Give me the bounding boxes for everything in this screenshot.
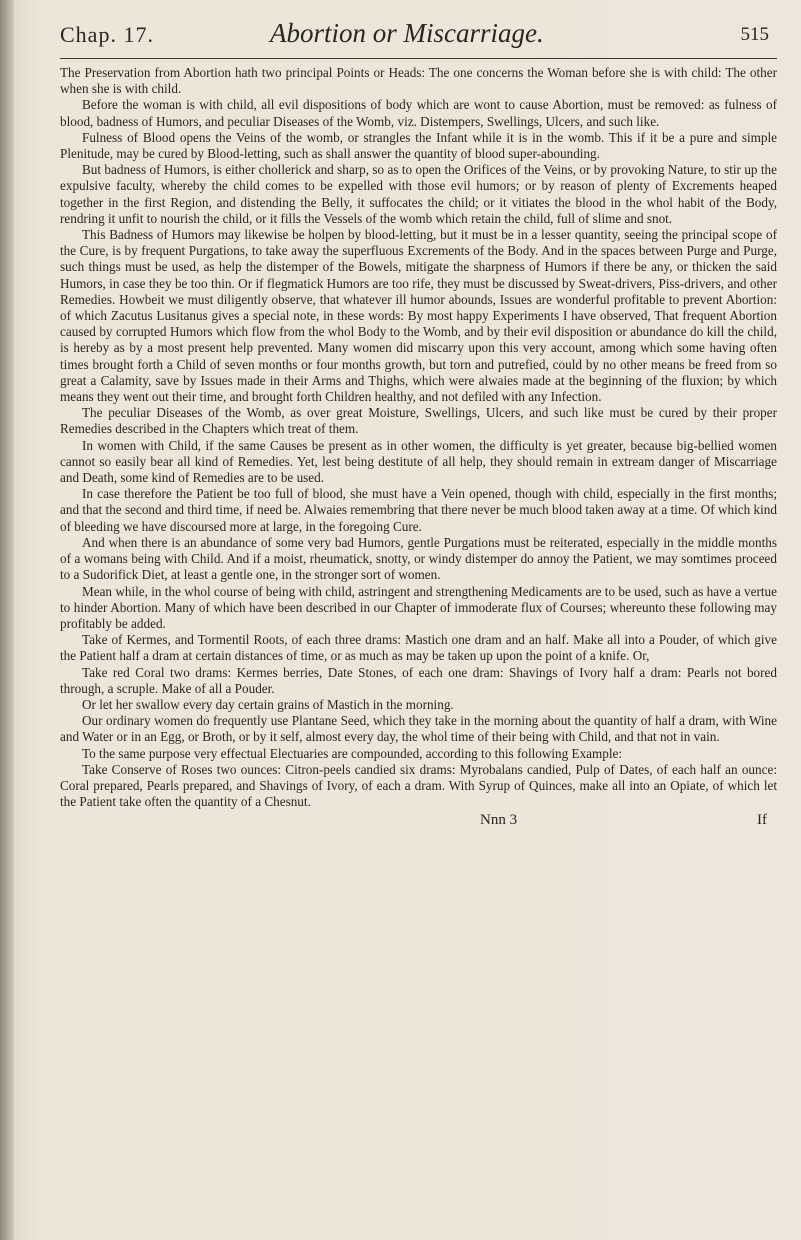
paragraph: Before the woman is with child, all evil dispositions of body which are wont to cause Abortion, must be removed: as fulness of blood, badness of Humors, and peculiar Diseases of the Womb, viz. Distempers, Swellings, Ulcers, and such like. [60, 97, 777, 129]
running-title: Abortion or Miscarriage. [270, 18, 544, 48]
paragraph: This Badness of Humors may likewise be holpen by blood-letting, but it must be in a lesser quantity, seeing the principal scope of the Cure, is by frequent Purgations, to take away the superfluous Excrements of the Body. And in the spaces between Purge and Purge, such things must be used, as help the distemper of the Bowels, mitigate the sharpness of Humors if there be any, or thicken the said Humors, in case they be too thin. Or if flegmatick Humors are too rife, they must be discussed by Sweat-drivers, Piss-drivers, and other Remedies. Howbeit we must diligently observe, that whatever ill humor abounds, Issues are wonderful profitable to prevent Abortion: of which Zacutus Lusitanus gives a special note, in these words: By most happy Experiments I have observed, That frequent Abortion caused by corrupted Humors which flow from the whol Body to the Womb, and by their evil disposition or abundance do kill the child, is hereby as by a most present help prevented. Many women did miscarry upon this very account, among which some having often times brought forth a Child of seven months or four months growth, but torn and putrefied, could by no other means be freed from so great a Calamity, save by Issues made in their Arms and Thighs, which were alwaies made at the beginning of the fluxion; by which means they went out their time, and brought forth Children healthy, and not defiled with any Infection. [60, 227, 777, 405]
paragraph: And when there is an abundance of some very bad Humors, gentle Purgations must be reiterated, especially in the middle months of a womans being with Child. And if a moist, rheumatick, snotty, or windy distemper do annoy the Patient, we may somtimes proceed to a Sudorifick Diet, at least a gentle one, in the stronger sort of women. [60, 534, 777, 583]
catchword: If [757, 812, 767, 829]
paragraph: Fulness of Blood opens the Veins of the womb, or strangles the Infant while it is in the womb. This if it be a pure and simple Plenitude, may be cured by Blood-letting, such as shall answer the quantity of blood super-abounding. [60, 129, 777, 162]
paragraph: Take red Coral two drams: Kermes berries, Date Stones, of each one dram: Shavings of Ivory half a dram: Pearls not bored through, a scruple. Make of all a Pouder. [60, 664, 777, 696]
binding-edge [0, 0, 14, 1240]
paragraph: Our ordinary women do frequently use Plantane Seed, which they take in the morning about the quantity of half a dram, with Wine and Water or in an Egg, or Broth, or by it self, almost every day, the whol time of their being with Child, and that not in vain. [60, 713, 777, 745]
paragraph: Mean while, in the whol course of being with child, astringent and strengthening Medicaments are to be used, such as have a vertue to hinder Abortion. Many of which have been described in our Chapter of immoderate flux of Courses; whereunto these following may profitably be added. [60, 583, 777, 631]
paragraph: Take of Kermes, and Tormentil Roots, of each three drams: Mastich one dram and an half. Make all into a Pouder, of which give the Patient half a dram at certain distances of time, or as much as may be taken up upon the point of a knife. Or, [60, 632, 777, 664]
page-number: 515 [740, 24, 769, 45]
paragraph: The peculiar Diseases of the Womb, as over great Moisture, Swellings, Ulcers, and such like must be cured by their proper Remedies described in the Chapters which treat of them. [60, 405, 777, 437]
signature-mark: Nnn 3 [480, 812, 518, 829]
body-text [60, 65, 777, 810]
paragraph: The Preservation from Abortion hath two principal Points or Heads: The one concerns the Woman before she is with child: The other when she is with child. [60, 65, 777, 97]
running-header [60, 18, 777, 59]
chapter-label: Chap. 17. [60, 22, 154, 47]
paragraph: To the same purpose very effectual Electuaries are compounded, according to this following Example: [82, 745, 623, 761]
paragraph: But badness of Humors, is either chollerick and sharp, so as to open the Orifices of the Veins, or by provoking Nature, to stir up the expulsive faculty, whereby the child comes to be expelled with those evil humors; or by reason of plenty of Excrements heaped together in the first Region, and distending the Belly, it suffocates the child; or it vitiates the blood in the whol habit of the Body, rendring it unfit to nourish the child, or it fills the Vessels of the womb which retain the child, full of slime and snot. [60, 162, 777, 226]
paragraph: Or let her swallow every day certain grains of Mastich in the morning. [82, 696, 454, 712]
paragraph: Take Conserve of Roses two ounces: Citron-peels candied six drams: Myrobalans candied, Pulp of Dates, of each half an ounce: Coral prepared, Pearls prepared, and Shavings of Ivory, of each a dram. With Syrup of Quinces, make all into an Opiate, of which let the Patient take often the quantity of a Chesnut. [60, 761, 777, 810]
paragraph: In case therefore the Patient be too full of blood, she must have a Vein opened, though with child, especially in the first months; and that the second and third time, if need be. Alwaies remembring that there never be much blood taken away at a time. Of which kind of bleeding we have discoursed more at large, in the foregoing Cure. [60, 486, 777, 534]
paragraph: In women with Child, if the same Causes be present as in other women, the difficulty is yet greater, because big-bellied women cannot so easily bear all kind of Remedies. Yet, lest being destitute of all help, they should remain in extream danger of Miscarriage and Death, some kind of Remedies are to be used. [60, 437, 777, 486]
page-footer [60, 812, 777, 836]
